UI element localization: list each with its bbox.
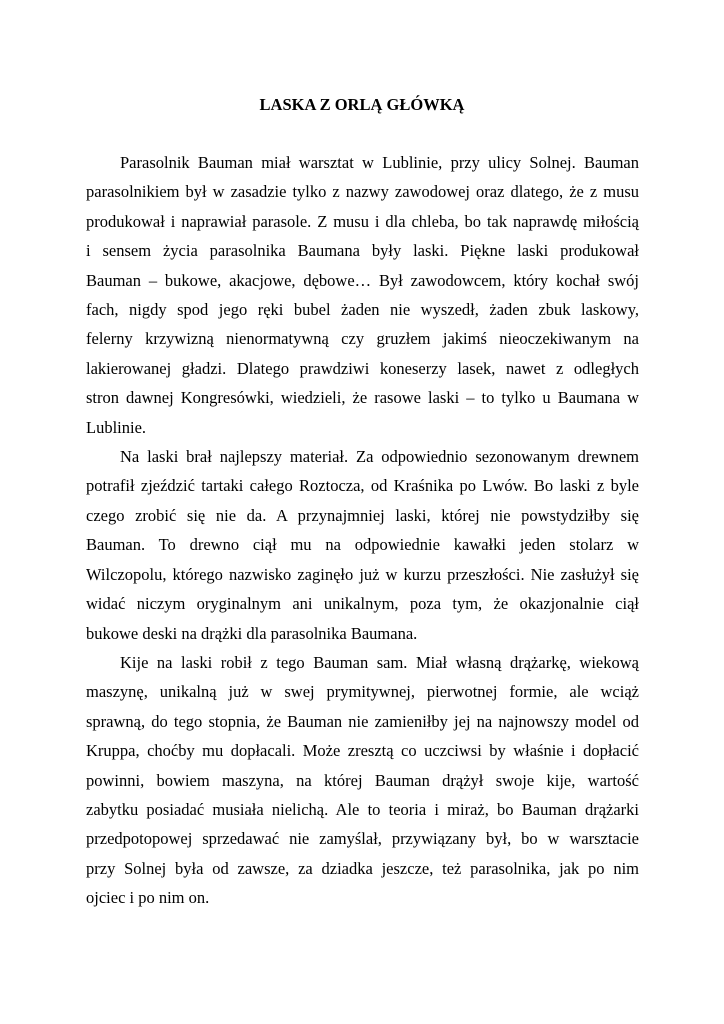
text-line: zabytku posiadać musiała nielichą. Ale to teoria i miraż, bo Bauman drążarki: [86, 799, 639, 819]
text-line: i sensem życia parasolnika Baumana były laski. Piękne laski produkował: [86, 241, 639, 261]
document-title: LASKA Z ORLĄ GŁÓWKĄ: [259, 95, 465, 114]
text-line: maszynę, unikalną już w swej prymitywnej, pierwotnej formie, ale wciąż: [86, 682, 639, 702]
text-line: przedpotopowej sprzedawać nie zamyślał, przywiązany był, bo w warsztacie: [86, 829, 639, 849]
text-line: Lublinie.: [86, 417, 147, 437]
text-line: ojciec i po nim on.: [86, 888, 210, 908]
text-line: stron dawnej Kongresówki, wiedzieli, że rasowe laski – to tylko u Baumana w: [86, 388, 639, 408]
text-line: Na laski brał najlepszy materiał. Za odpowiednio sezonowanym drewnem: [120, 447, 639, 467]
text-line: Parasolnik Bauman miał warsztat w Lublinie, przy ulicy Solnej. Bauman: [120, 153, 639, 172]
text-line: przy Solnej była od zawsze, za dziadka jeszcze, też parasolnika, jak po nim: [86, 858, 639, 878]
document-body: [86, 148, 639, 913]
text-line: Kruppa, choćby mu dopłacali. Może zresztą co uczciwsi by właśnie i dopłacić: [86, 741, 639, 761]
text-line: czego zrobić się nie da. A przynajmniej laski, której nie powstydziłby się: [86, 505, 639, 525]
text-line: powinni, bowiem maszyna, na której Bauman drążył swoje kije, wartość: [86, 770, 639, 790]
text-line: potrafił zjeździć tartaki całego Roztocza, od Kraśnika po Lwów. Bo laski z byle: [86, 476, 639, 496]
text-line: widać niczym oryginalnym ani unikalnym, poza tym, że okazjonalnie ciął: [86, 594, 639, 614]
text-line: fach, nigdy spod jego ręki bubel żaden nie wyszedł, żaden zbuk laskowy,: [86, 300, 639, 320]
text-line: sprawną, do tego stopnia, że Bauman nie zamieniłby jej na najnowszy model od: [86, 711, 639, 731]
text-line: Bauman – bukowe, akacjowe, dębowe… Był zawodowcem, który kochał swój: [86, 270, 639, 290]
paragraph: [86, 442, 639, 648]
text-line: lakierowanej gładzi. Dlatego prawdziwi koneserzy lasek, nawet z odległych: [86, 358, 639, 378]
text-line: felerny krzywizną nienormatywną czy gruzłem jakimś nieoczekiwanym na: [86, 329, 639, 349]
text-line: parasolnikiem był w zasadzie tylko z nazwy zawodowej oraz dlatego, że z musu: [86, 182, 639, 202]
paragraph: [86, 148, 639, 442]
text-line: Bauman. To drewno ciął mu na odpowiednie kawałki jeden stolarz w: [86, 535, 639, 555]
text-line: Wilczopolu, którego nazwisko zaginęło już w kurzu przeszłości. Nie zasłużył się: [86, 564, 639, 584]
paragraph: [86, 648, 639, 913]
text-line: produkował i naprawiał parasole. Z musu i dla chleba, bo tak naprawdę miłością: [86, 211, 639, 231]
text-line: Kije na laski robił z tego Bauman sam. Miał własną drążarkę, wiekową: [120, 652, 639, 672]
text-line: bukowe deski na drążki dla parasolnika Baumana.: [86, 623, 418, 643]
